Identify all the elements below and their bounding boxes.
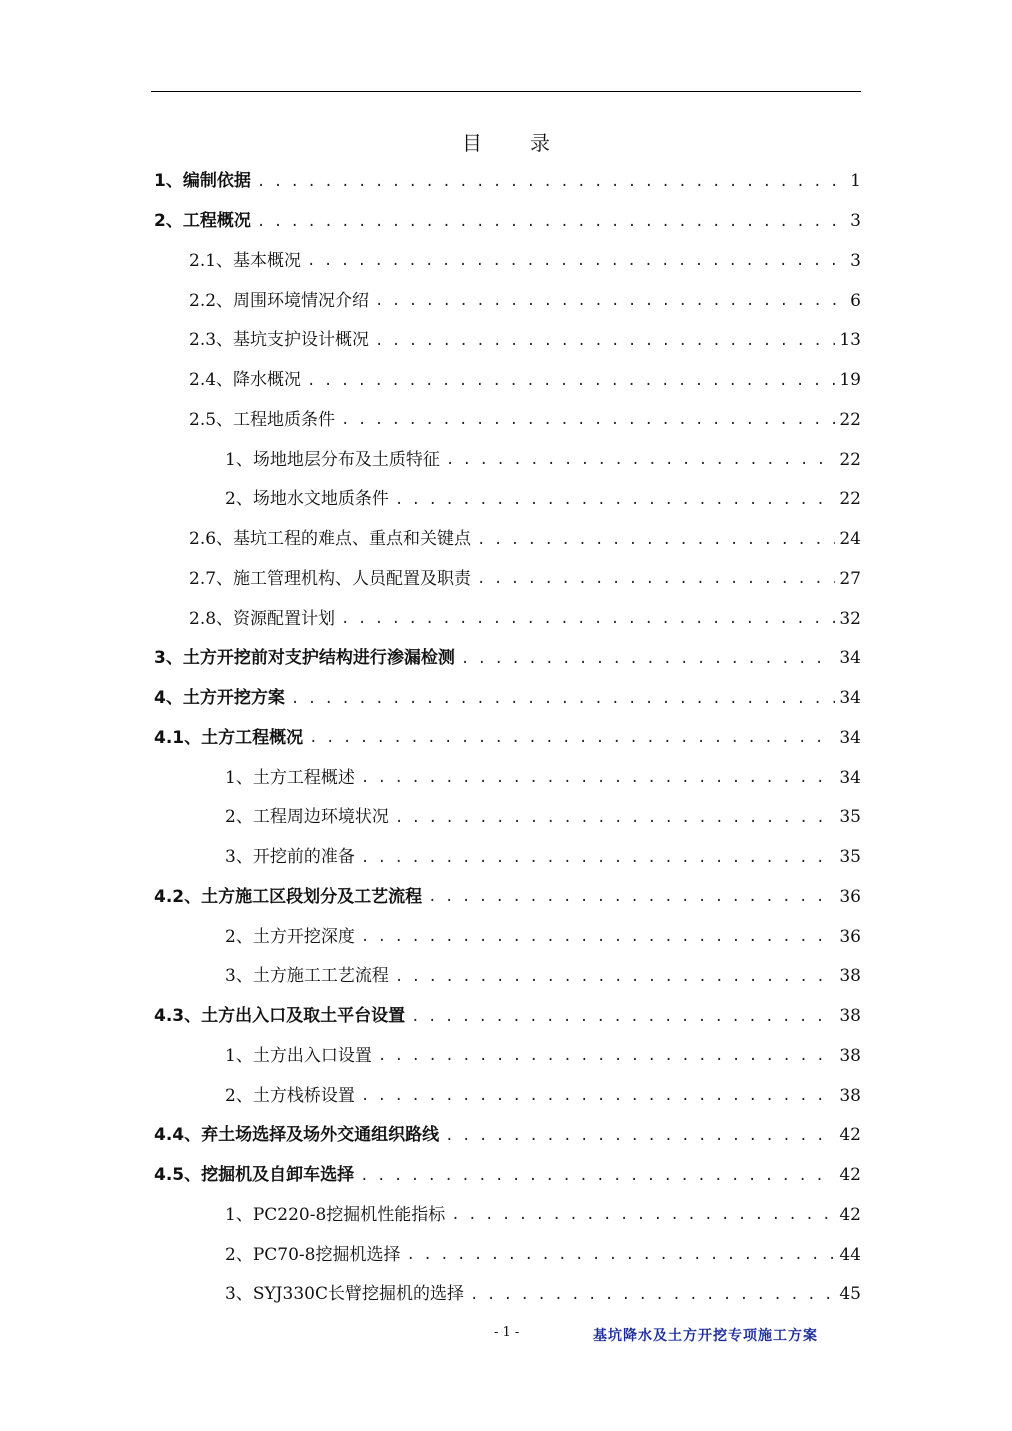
page-number: - 1 - [494, 1325, 520, 1340]
toc-entry-label: 1、PC220-8挖掘机性能指标 [225, 1204, 446, 1225]
toc-entry-label: 2、工程周边环境状况 [225, 807, 389, 828]
toc-dot-leader [378, 1049, 836, 1063]
toc-entry-page: 34 [839, 767, 861, 788]
toc-entry[interactable] [151, 1037, 861, 1077]
toc-entry-label: 2.3、基坑支护设计概况 [189, 330, 370, 351]
toc-dot-leader [428, 890, 835, 904]
toc-entry-label: 2、工程概况 [154, 211, 251, 232]
toc-entry-page: 3 [850, 211, 861, 232]
toc-entry[interactable] [151, 1275, 861, 1315]
toc-entry-label: 1、场地地层分布及土质特征 [225, 449, 440, 470]
toc-entry-page: 3 [850, 250, 861, 271]
toc-entry-label: 3、开挖前的准备 [225, 847, 355, 868]
toc-entry-label: 3、土方施工工艺流程 [225, 966, 389, 987]
toc-dot-leader [307, 374, 835, 388]
toc-entry-page: 22 [839, 489, 861, 510]
toc-entry-page: 38 [839, 1085, 861, 1106]
toc-entry[interactable] [151, 361, 861, 401]
toc-entry-page: 44 [839, 1244, 861, 1265]
toc-entry[interactable] [151, 440, 861, 480]
toc-dot-leader [470, 1288, 835, 1302]
toc-entry-page: 35 [839, 807, 861, 828]
toc-entry[interactable] [151, 321, 861, 361]
toc-entry-page: 38 [839, 1006, 861, 1027]
toc-dot-leader [361, 771, 836, 785]
toc-entry-page: 42 [839, 1165, 861, 1186]
toc-entry[interactable] [151, 242, 861, 282]
toc-entry-label: 1、编制依据 [154, 171, 251, 192]
toc-entry-label: 2.7、施工管理机构、人员配置及职责 [189, 568, 472, 589]
toc-entry[interactable] [151, 758, 861, 798]
toc-entry[interactable] [151, 1116, 861, 1156]
toc-entry-label: 4、土方开挖方案 [154, 688, 285, 709]
toc-entry[interactable] [151, 401, 861, 441]
toc-dot-leader [341, 612, 835, 626]
toc-entry-label: 2.1、基本概况 [189, 250, 302, 271]
toc-entry-label: 4.1、土方工程概况 [154, 727, 304, 748]
toc-entry-page: 22 [839, 409, 861, 430]
toc-dot-leader [406, 1248, 835, 1262]
toc-entry-page: 42 [839, 1125, 861, 1146]
toc-entry-label: 3、土方开挖前对支护结构进行渗漏检测 [154, 648, 455, 669]
toc-entry[interactable] [151, 639, 861, 679]
toc-entry[interactable] [151, 281, 861, 321]
toc-entry-page: 36 [839, 926, 861, 947]
toc-dot-leader [446, 453, 836, 467]
toc-dot-leader [360, 1169, 835, 1183]
toc-title: 目 录 [462, 131, 564, 155]
toc-dot-leader [445, 1129, 835, 1143]
toc-entry-label: 1、土方出入口设置 [225, 1045, 372, 1066]
toc-entry[interactable] [151, 1076, 861, 1116]
toc-dot-leader [341, 413, 835, 427]
toc-entry[interactable] [151, 917, 861, 957]
toc-entry-page: 34 [839, 688, 861, 709]
toc-dot-leader [257, 215, 846, 229]
toc-entry-page: 19 [839, 370, 861, 391]
toc-entry[interactable] [151, 599, 861, 639]
toc-entry-page: 45 [839, 1284, 861, 1305]
toc-entry[interactable] [151, 480, 861, 520]
toc-entry[interactable] [151, 957, 861, 997]
toc-entry[interactable] [151, 1156, 861, 1196]
toc-dot-leader [461, 652, 836, 666]
toc-dot-leader [395, 970, 836, 984]
toc-entry[interactable] [151, 1235, 861, 1275]
toc-entry-page: 1 [850, 171, 861, 192]
toc-entry-page: 35 [839, 847, 861, 868]
toc-dot-leader [361, 851, 836, 865]
toc-entry-label: 4.4、弃土场选择及场外交通组织路线 [154, 1125, 440, 1146]
toc-entry-page: 38 [839, 1045, 861, 1066]
toc-entry-label: 4.5、挖掘机及自卸车选择 [154, 1165, 355, 1186]
toc-entry-label: 4.2、土方施工区段划分及工艺流程 [154, 886, 423, 907]
toc-entry[interactable] [151, 719, 861, 759]
toc-entry-label: 2、PC70-8挖掘机选择 [225, 1244, 401, 1265]
toc-entry-label: 4.3、土方出入口及取土平台设置 [154, 1006, 406, 1027]
toc-entry-page: 13 [839, 330, 861, 351]
toc-entry-label: 2.2、周围环境情况介绍 [189, 290, 370, 311]
toc-entry[interactable] [151, 679, 861, 719]
toc-dot-leader [361, 1089, 836, 1103]
toc-dot-leader [361, 930, 836, 944]
toc-dot-leader [395, 493, 836, 507]
toc-dot-leader [291, 692, 836, 706]
toc-entry-label: 2、土方开挖深度 [225, 926, 355, 947]
toc-entry-page: 32 [839, 608, 861, 629]
toc-entry-label: 2.8、资源配置计划 [189, 608, 336, 629]
toc-entry[interactable] [151, 997, 861, 1037]
toc-dot-leader [257, 175, 846, 189]
toc-entry-label: 2、土方栈桥设置 [225, 1085, 355, 1106]
table-of-contents [151, 162, 861, 1315]
toc-dot-leader [309, 731, 835, 745]
toc-entry-page: 34 [839, 648, 861, 669]
toc-entry-page: 36 [839, 886, 861, 907]
toc-entry-page: 24 [839, 529, 861, 550]
toc-entry-label: 2.5、工程地质条件 [189, 409, 336, 430]
toc-entry[interactable] [151, 1196, 861, 1236]
toc-dot-leader [395, 811, 836, 825]
toc-dot-leader [375, 334, 835, 348]
toc-entry[interactable] [151, 798, 861, 838]
toc-entry[interactable] [151, 202, 861, 242]
toc-entry-page: 6 [850, 290, 861, 311]
toc-dot-leader [451, 1208, 835, 1222]
toc-entry-page: 27 [839, 568, 861, 589]
toc-entry-page: 34 [839, 727, 861, 748]
toc-entry[interactable] [151, 838, 861, 878]
toc-dot-leader [375, 294, 846, 308]
toc-entry[interactable] [151, 162, 861, 202]
toc-entry-page: 38 [839, 966, 861, 987]
toc-entry-label: 2.4、降水概况 [189, 370, 302, 391]
toc-entry-page: 22 [839, 449, 861, 470]
header-rule [151, 91, 861, 92]
toc-entry-label: 2、场地水文地质条件 [225, 489, 389, 510]
toc-entry[interactable] [151, 878, 861, 918]
toc-entry[interactable] [151, 560, 861, 600]
toc-dot-leader [477, 533, 835, 547]
toc-dot-leader [477, 572, 835, 586]
toc-dot-leader [411, 1010, 835, 1024]
toc-entry-label: 2.6、基坑工程的难点、重点和关键点 [189, 529, 472, 550]
toc-entry-label: 3、SYJ330C长臂挖掘机的选择 [225, 1284, 464, 1305]
toc-entry-label: 1、土方工程概述 [225, 767, 355, 788]
toc-entry-page: 42 [839, 1204, 861, 1225]
toc-dot-leader [307, 254, 846, 268]
toc-entry[interactable] [151, 520, 861, 560]
footer-document-title: 基坑降水及土方开挖专项施工方案 [593, 1328, 818, 1344]
